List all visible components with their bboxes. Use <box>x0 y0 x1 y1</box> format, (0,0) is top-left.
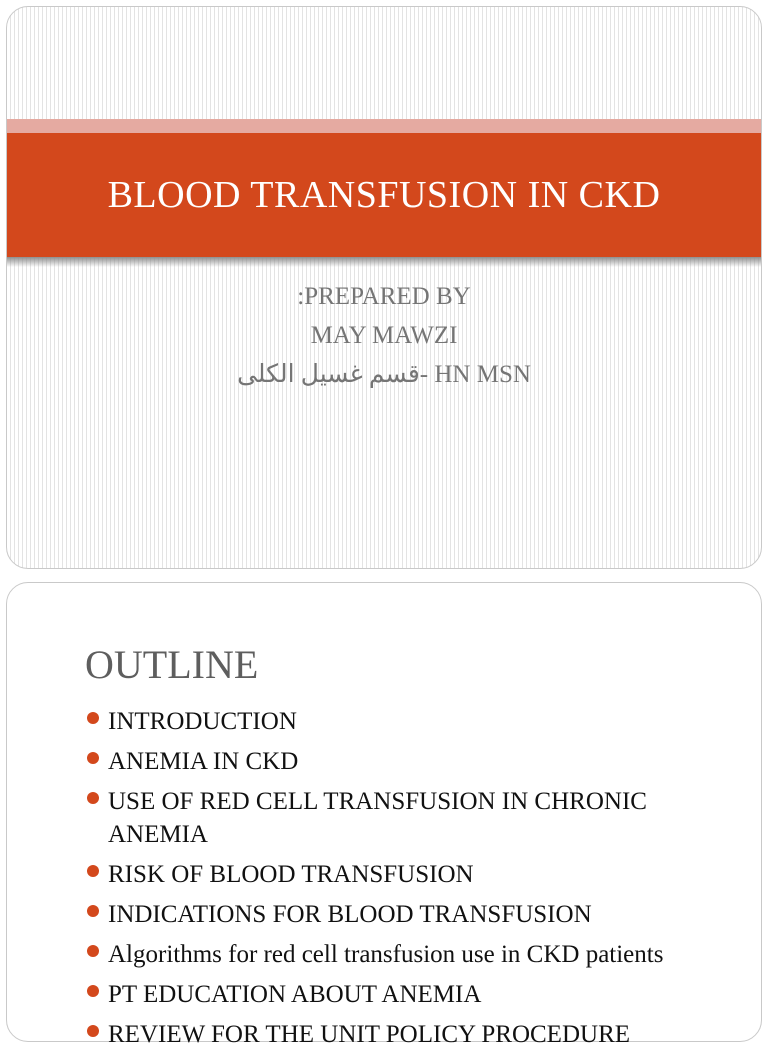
list-item <box>85 785 735 851</box>
list-item-text: RISK OF BLOOD TRANSFUSION <box>108 861 474 888</box>
list-item-text: Algorithms for red cell transfusion use in CKD patients <box>108 941 664 968</box>
list-item <box>85 1018 735 1051</box>
bullet-dot-icon <box>87 985 99 997</box>
list-item <box>85 898 735 931</box>
list-item-text: USE OF RED CELL TRANSFUSION IN CHRONIC ANEMIA <box>108 788 647 848</box>
author-name: MAY MAWZI <box>310 322 458 349</box>
list-item <box>85 938 735 971</box>
list-item-text: REVIEW FOR THE UNIT POLICY PROCEDURE <box>108 1021 631 1048</box>
title-slide <box>6 6 762 569</box>
list-item <box>85 705 735 738</box>
bullet-dot-icon <box>87 752 99 764</box>
bullet-dot-icon <box>87 865 99 877</box>
prepared-by-label: :PREPARED BY <box>297 283 471 310</box>
list-item <box>85 745 735 778</box>
title-band-shadow <box>7 257 761 267</box>
bullet-dot-icon <box>87 945 99 957</box>
bullet-dot-icon <box>87 905 99 917</box>
outline-slide <box>6 582 762 1048</box>
subtitle-block <box>7 277 761 394</box>
bullet-dot-icon <box>87 1025 99 1037</box>
outline-heading: OUTLINE <box>85 642 259 687</box>
bullet-dot-icon <box>87 792 99 804</box>
list-item <box>85 858 735 891</box>
outline-list <box>85 705 735 1058</box>
bullet-dot-icon <box>87 712 99 724</box>
title-band-top-stripe <box>7 119 761 133</box>
slide-title: BLOOD TRANSFUSION IN CKD <box>107 174 661 216</box>
list-item-text: PT EDUCATION ABOUT ANEMIA <box>108 981 482 1008</box>
author-role: HN MSN -قسم غسيل الكلى <box>237 361 531 388</box>
list-item-text: INTRODUCTION <box>108 708 297 735</box>
list-item-text: INDICATIONS FOR BLOOD TRANSFUSION <box>108 901 592 928</box>
title-band <box>7 133 761 257</box>
list-item-text: ANEMIA IN CKD <box>108 748 299 775</box>
list-item <box>85 978 735 1011</box>
